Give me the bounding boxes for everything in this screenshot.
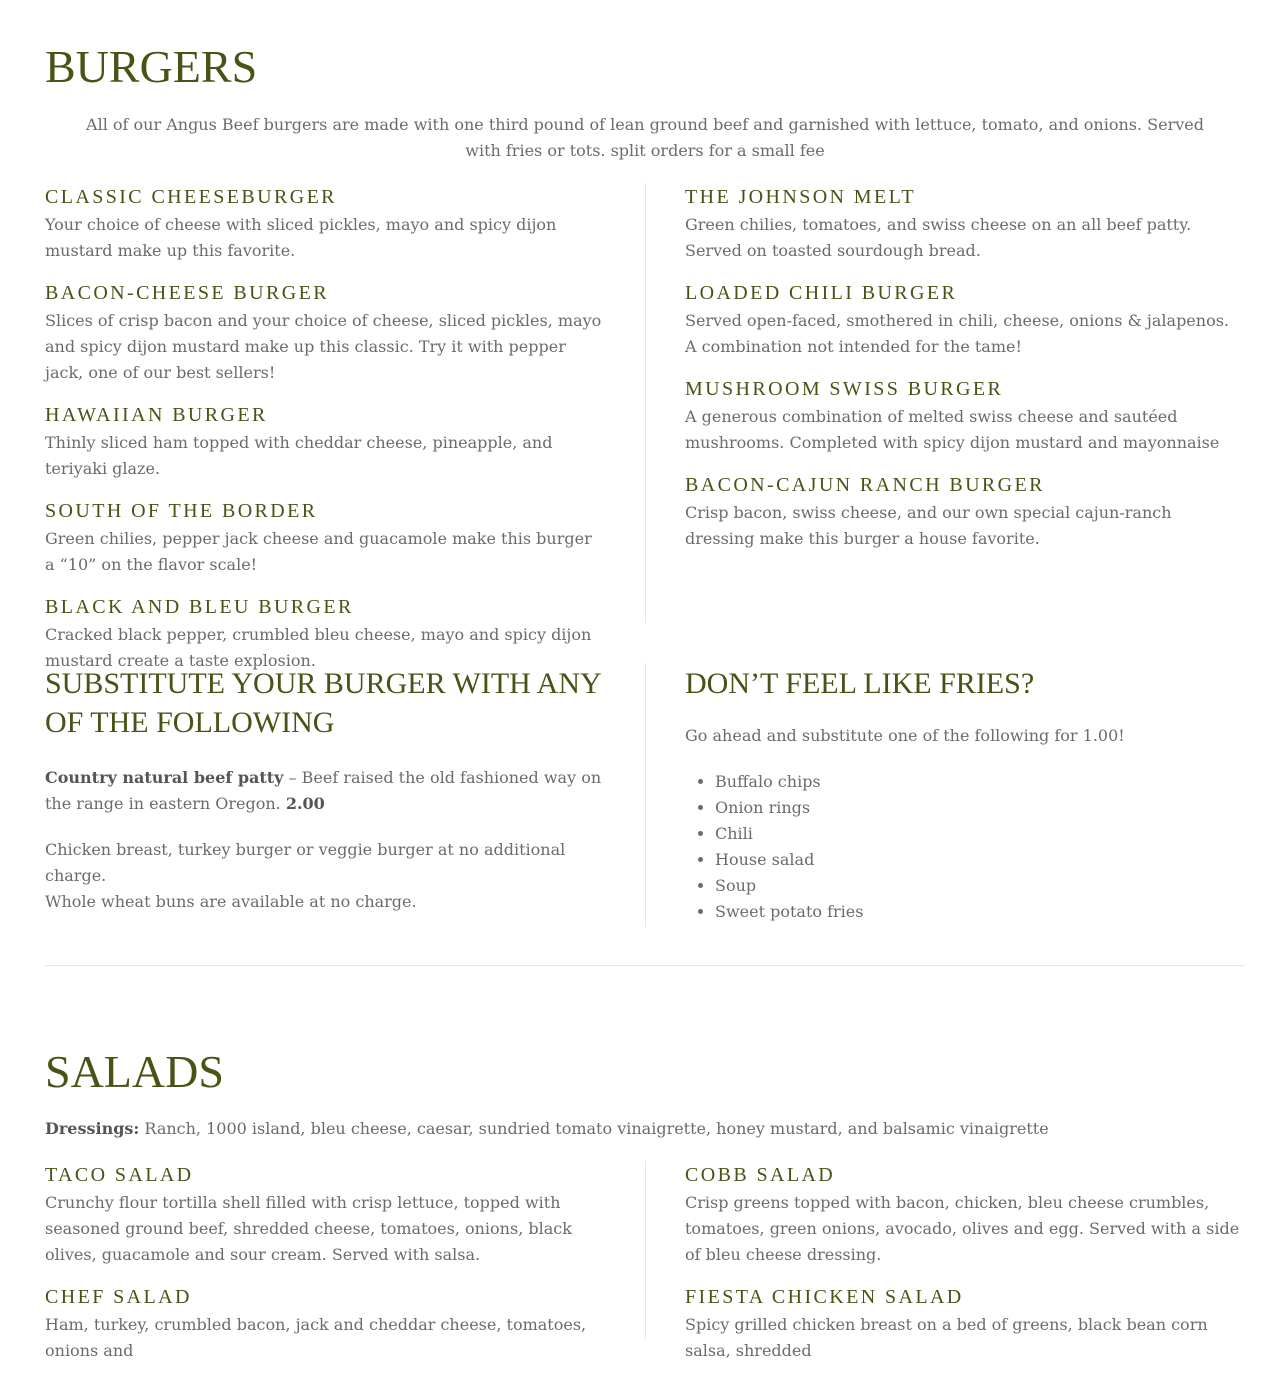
fries-section (685, 664, 1245, 925)
column-divider (645, 183, 646, 623)
menu-item (685, 182, 1245, 264)
menu-item-name: LOADED CHILI BURGER (685, 282, 958, 304)
menu-item-description: Served open-faced, smothered in chili, cheese, onions & jalapenos. A combination not intended for the tame! (685, 311, 1230, 356)
dressings-text: Ranch, 1000 island, bleu cheese, caesar, sundried tomato vinaigrette, honey mustard, and balsamic vinaigrette (139, 1119, 1049, 1138)
section-divider (45, 965, 1245, 966)
substitute-line-2: Whole wheat buns are available at no charge. (45, 892, 417, 911)
menu-item-name: HAWAIIAN BURGER (45, 404, 268, 426)
menu-item-description: Crisp greens topped with bacon, chicken, bleu cheese crumbles, tomatoes, green onions, avocado, olives and egg. Served with a side of bleu cheese dressing. (685, 1193, 1240, 1264)
burgers-title: BURGERS (45, 41, 258, 92)
menu-item (685, 278, 1245, 360)
fries-title: DON’T FEEL LIKE FRIES? (685, 667, 1035, 700)
burgers-intro: All of our Angus Beef burgers are made with one third pound of lean ground beef and garnished with lettuce, tomato, and onions. Served with fries or tots. split orders for a small fee (86, 115, 1204, 160)
menu-item-description: Your choice of cheese with sliced pickles, mayo and spicy dijon mustard make up this favorite. (45, 215, 557, 260)
menu-item-name: MUSHROOM SWISS BURGER (685, 378, 1004, 400)
menu-item (45, 278, 605, 386)
menu-item-description: Green chilies, pepper jack cheese and guacamole make this burger a “10” on the flavor scale! (45, 529, 592, 574)
substitute-title: SUBSTITUTE YOUR BURGER WITH ANY OF THE FOLLOWING (45, 667, 601, 739)
dressings-label: Dressings: (45, 1119, 140, 1138)
beef-patty-label: Country natural beef patty (45, 768, 284, 787)
dressings-note (45, 1116, 1049, 1142)
list-item: • Sweet potato fries (715, 899, 1245, 925)
list-item: • Buffalo chips (715, 769, 1245, 795)
fries-options-list (685, 769, 1245, 925)
menu-item (45, 182, 605, 264)
menu-item-name: CHEF SALAD (45, 1286, 192, 1308)
menu-item (45, 592, 605, 674)
menu-item-description: Thinly sliced ham topped with cheddar cheese, pineapple, and teriyaki glaze. (45, 433, 553, 478)
menu-item-description: Crisp bacon, swiss cheese, and our own special cajun-ranch dressing make this burger a house favorite. (685, 503, 1172, 548)
burgers-left-column (45, 182, 605, 688)
menu-item (685, 1282, 1245, 1364)
menu-item-description: Ham, turkey, crumbled bacon, jack and cheddar cheese, tomatoes, onions and (45, 1315, 587, 1360)
beef-patty-text: – Beef raised the old fashioned way on the range in eastern Oregon. (45, 768, 602, 813)
menu-item (45, 496, 605, 578)
menu-item (45, 400, 605, 482)
substitute-section (45, 664, 605, 915)
beef-patty-note (45, 765, 605, 817)
menu-item-name: TACO SALAD (45, 1164, 194, 1186)
menu-item (45, 1282, 605, 1364)
menu-item-name: BACON-CHEESE BURGER (45, 282, 329, 304)
menu-item (685, 374, 1245, 456)
menu-item (45, 1160, 605, 1268)
salads-right-column (685, 1160, 1245, 1378)
menu-item-name: THE JOHNSON MELT (685, 186, 916, 208)
menu-item-description: Slices of crisp bacon and your choice of cheese, sliced pickles, mayo and spicy dijon mustard make up this classic. Try it with pepper jack, one of our best sellers! (45, 311, 602, 382)
beef-patty-price: 2.00 (285, 794, 325, 813)
list-item: • House salad (715, 847, 1245, 873)
substitute-note (45, 837, 605, 915)
list-item: • Soup (715, 873, 1245, 899)
menu-item-description: Crunchy flour tortilla shell filled with crisp lettuce, topped with seasoned ground beef, shredded cheese, tomatoes, onions, black olives, guacamole and sour cream. Served with salsa. (45, 1193, 572, 1264)
list-item: • Chili (715, 821, 1245, 847)
salads-left-column (45, 1160, 605, 1378)
menu-item-description: Green chilies, tomatoes, and swiss cheese on an all beef patty. Served on toasted sourdough bread. (685, 215, 1192, 260)
column-divider (645, 663, 646, 927)
menu-item-description: A generous combination of melted swiss cheese and sautéed mushrooms. Completed with spicy dijon mustard and mayonnaise (685, 407, 1220, 452)
list-item: • Onion rings (715, 795, 1245, 821)
menu-item-name: BACON-CAJUN RANCH BURGER (685, 474, 1045, 496)
substitute-line-1: Chicken breast, turkey burger or veggie burger at no additional charge. (45, 840, 566, 885)
menu-item-name: COBB SALAD (685, 1164, 836, 1186)
menu-item-name: CLASSIC CHEESEBURGER (45, 186, 337, 208)
menu-item-description: Spicy grilled chicken breast on a bed of greens, black bean corn salsa, shredded (685, 1315, 1208, 1360)
menu-item-description: Cracked black pepper, crumbled bleu cheese, mayo and spicy dijon mustard create a taste explosion. (45, 625, 592, 670)
menu-item-name: FIESTA CHICKEN SALAD (685, 1286, 964, 1308)
column-divider (645, 1161, 646, 1339)
menu-item-name: SOUTH OF THE BORDER (45, 500, 318, 522)
menu-item-name: BLACK AND BLEU BURGER (45, 596, 354, 618)
salads-title: SALADS (45, 1046, 224, 1097)
fries-intro: Go ahead and substitute one of the following for 1.00! (685, 726, 1125, 745)
burgers-right-column (685, 182, 1245, 566)
menu-item (685, 1160, 1245, 1268)
menu-item (685, 470, 1245, 552)
